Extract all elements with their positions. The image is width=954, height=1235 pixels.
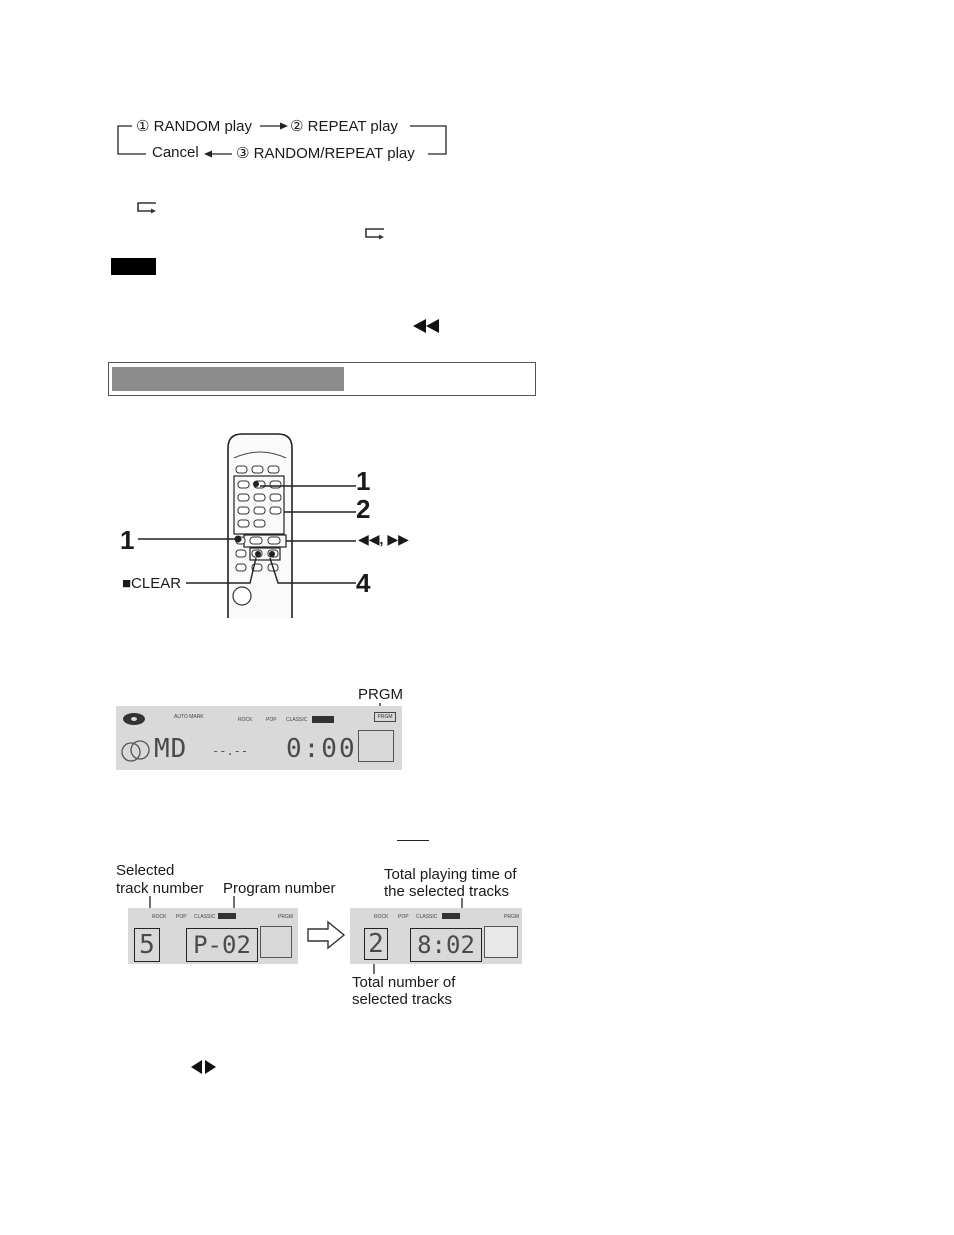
lcd3-track-grid [484, 926, 518, 958]
lcd-display-initial [116, 706, 402, 770]
section-heading-frame [108, 362, 536, 396]
lcd-dashes: --.-- [212, 744, 249, 758]
underline-mark [397, 840, 429, 841]
label-selected-track-1: Selected [116, 862, 175, 879]
left-right-arrows-icon [190, 1059, 220, 1075]
repeat-icon-inline [362, 226, 388, 240]
note-heading-box [111, 258, 156, 275]
callout-1-top: 1 [356, 466, 371, 496]
lcd2-genre-selected [218, 913, 236, 919]
next-state-arrow-icon [306, 920, 346, 950]
label-total-count-2: selected tracks [352, 991, 453, 1008]
lcd-display-total [350, 908, 522, 964]
prgm-callout-label: PRGM [358, 686, 403, 703]
label-total-count-1: Total number of [352, 974, 456, 991]
lcd2-program-text: P-02 [186, 928, 258, 962]
flow-step-repeat: ② REPEAT play [290, 118, 398, 135]
lcd-mode-text: MD [154, 734, 188, 764]
lcd3-count-digit: 2 [364, 928, 388, 960]
lcd2-label-pop: POP [176, 914, 187, 920]
section-heading-bar [112, 367, 344, 391]
flow-step-cancel: Cancel [152, 144, 199, 161]
label-total-time-1: Total playing time of [384, 866, 517, 883]
callout-1-left: 1 [120, 525, 135, 555]
callout-4: 4 [356, 568, 371, 598]
skip-back-icon [412, 318, 442, 334]
disc-stack-icon [120, 740, 154, 762]
callout-clear: ■CLEAR [122, 575, 182, 592]
lcd3-label-rock: ROCK [374, 914, 389, 920]
disc-icon [122, 712, 146, 726]
lcd-label-pop: POP [266, 717, 277, 723]
lcd3-time-text: 8:02 [410, 928, 482, 962]
label-selected-track-2: track number [116, 880, 204, 897]
flow-lines [0, 0, 954, 200]
lcd-time: 0:00 [286, 734, 357, 764]
flow-step-random: ① RANDOM play [136, 118, 252, 135]
label-program-number: Program number [223, 880, 336, 897]
lcd-prgm-indicator: PRGM [374, 712, 396, 722]
lcd-display-selected [128, 908, 298, 964]
callout-2: 2 [356, 494, 371, 524]
lcd2-track-grid [260, 926, 292, 958]
lcd2-track-digit: 5 [134, 928, 160, 962]
lcd-label-rock: ROCK [238, 717, 253, 723]
lcd2-label-rock: ROCK [152, 914, 167, 920]
lcd-label-automark: AUTO MARK [174, 714, 204, 720]
lcd-label-genre-selected [312, 716, 334, 723]
lcd-label-classic: CLASSIC [286, 717, 308, 723]
lcd3-label-classic: CLASSIC [416, 914, 438, 920]
lcd3-genre-selected [442, 913, 460, 919]
lcd-track-grid [358, 730, 394, 762]
callout-skip: ◀◀, ▶▶ [358, 531, 409, 547]
label-total-time-2: the selected tracks [384, 883, 510, 900]
lcd2-label-classic: CLASSIC [194, 914, 216, 920]
repeat-icon [134, 200, 160, 214]
lcd3-label-prgm: PRGM [504, 914, 519, 920]
flow-step-random-repeat: ③ RANDOM/REPEAT play [236, 145, 415, 162]
lcd3-label-pop: POP [398, 914, 409, 920]
lcd2-label-prgm: PRGM [278, 914, 293, 920]
